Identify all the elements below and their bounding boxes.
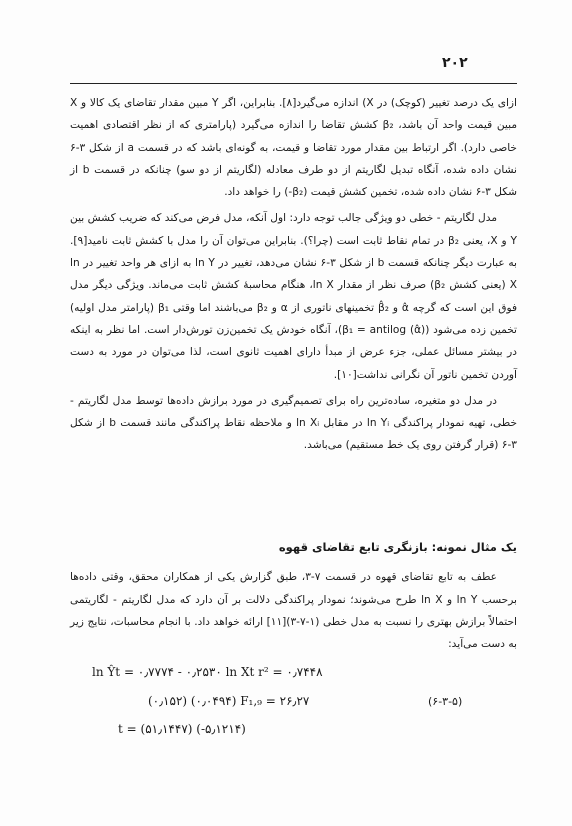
body-top [70, 92, 517, 457]
example-section [70, 536, 517, 655]
equation-number: (۶-۳-۵) [428, 695, 463, 708]
section-heading: یک مثال نمونه: بازنگری تابع تقاضای قهوه [278, 540, 517, 554]
header-rule [70, 83, 517, 84]
equation-line-1: ln Ŷt = ۰٫۷۷۷۴ - ۰٫۲۵۳۰ ln Xt r² = ۰٫۷۴۴۸ [92, 665, 323, 679]
example-paragraph: عطف به تابع تقاضای قهوه در قسمت ۷-۳، طبق گزارش یکی از همکاران محقق، وقتی داده‌ها برحسب ln Y و ln X طرح می‌شوند؛ نمودار پراکندگی دلالت بر آن دارد که مدل لگاریتم - لگاریتمی احتمالاً برازش بهتری را نسبت به مدل خطی (۱-۷-۳)[۱۱] ارائه خواهد داد. با انجام محاسبات، نتایج زیر به دست می‌آید: [70, 571, 517, 651]
page-number: ۲۰۲ [442, 55, 468, 71]
paragraph-1: ازای یک درصد تغییر (کوچک) در X) اندازه می‌گیرد[۸]. بنابراین، اگر Y مبین مقدار تقاضای یک کالا و X مبین قیمت واحد آن باشد، β₂ کشش تقاضا را اندازه می‌گیرد (پارامتری که از نظر اقتصادی اهمیت خاصی دارد). اگر ارتباط بین مقدار مورد تقاضا و قیمت، به گونه‌ای باشد که در قسمت a از شکل ۳-۶ نشان داده شده، آنگاه تبدیل لگاریتم از دو طرف معادله (لگاریتم از دو سو) چنانکه در قسمت b از شکل ۳-۶ نشان داده شده، تخمین کشش قیمت (β₂-) را خواهد داد. [70, 97, 517, 199]
equation-line-2: (۰٫۱۵۲) (۰٫۰۴۹۴) F₁,₉ = ۲۶٫۲۷ [148, 694, 310, 708]
paragraph-2: مدل لگاریتم - خطی دو ویژگی جالب توجه دارد: اول آنکه، مدل فرض می‌کند که ضریب کشش بین Y و X، یعنی β₂ در تمام نقاط ثابت است (چرا؟). بنابراین می‌توان آن را مدل با کشش ثابت نامید[۹]. به عبارت دیگر چنانکه قسمت b از شکل ۳-۶ نشان می‌دهد، تغییر در ln Y به ازای هر واحد تغییر در ln X (یعنی کشش β₂) صرف نظر از مقدار ln X، هنگام محاسبهٔ کشش ثابت می‌ماند. ویژگی دیگر مدل فوق این است که گرچه α̂ و β̂₂ تخمینهای ناتوری از α و β₂ می‌باشند اما وقتی β₁ (پارامتر مدل اولیه) تخمین زده می‌شود (β₁ = antilog (α̂))، آنگاه خودش یک تخمین‌زن تورش‌دار است. اما نظر به اینکه در بیشتر مسائل عملی، جزء عرض از مبدأ دارای اهمیت ثانوی است، لذا می‌توان در مورد به دست آوردن تخمین ناتور آن نگرانی نداشت[۱۰]. [70, 212, 518, 381]
equation-line-3: t = (۵۱٫۱۴۴۷) (-۵٫۱۲۱۴) [118, 722, 246, 736]
paragraph-3: در مدل دو متغیره، ساده‌ترین راه برای تصمیم‌گیری در مورد برازش داده‌ها توسط مدل لگاریتم - خطی، تهیه نمودار پراکندگی ln Yᵢ در مقابل ln Xᵢ و ملاحظه نقاط پراکندگی مانند قسمت b از شکل ۳-۶ (قرار گرفتن روی یک خط مستقیم) می‌باشد. [70, 394, 518, 452]
